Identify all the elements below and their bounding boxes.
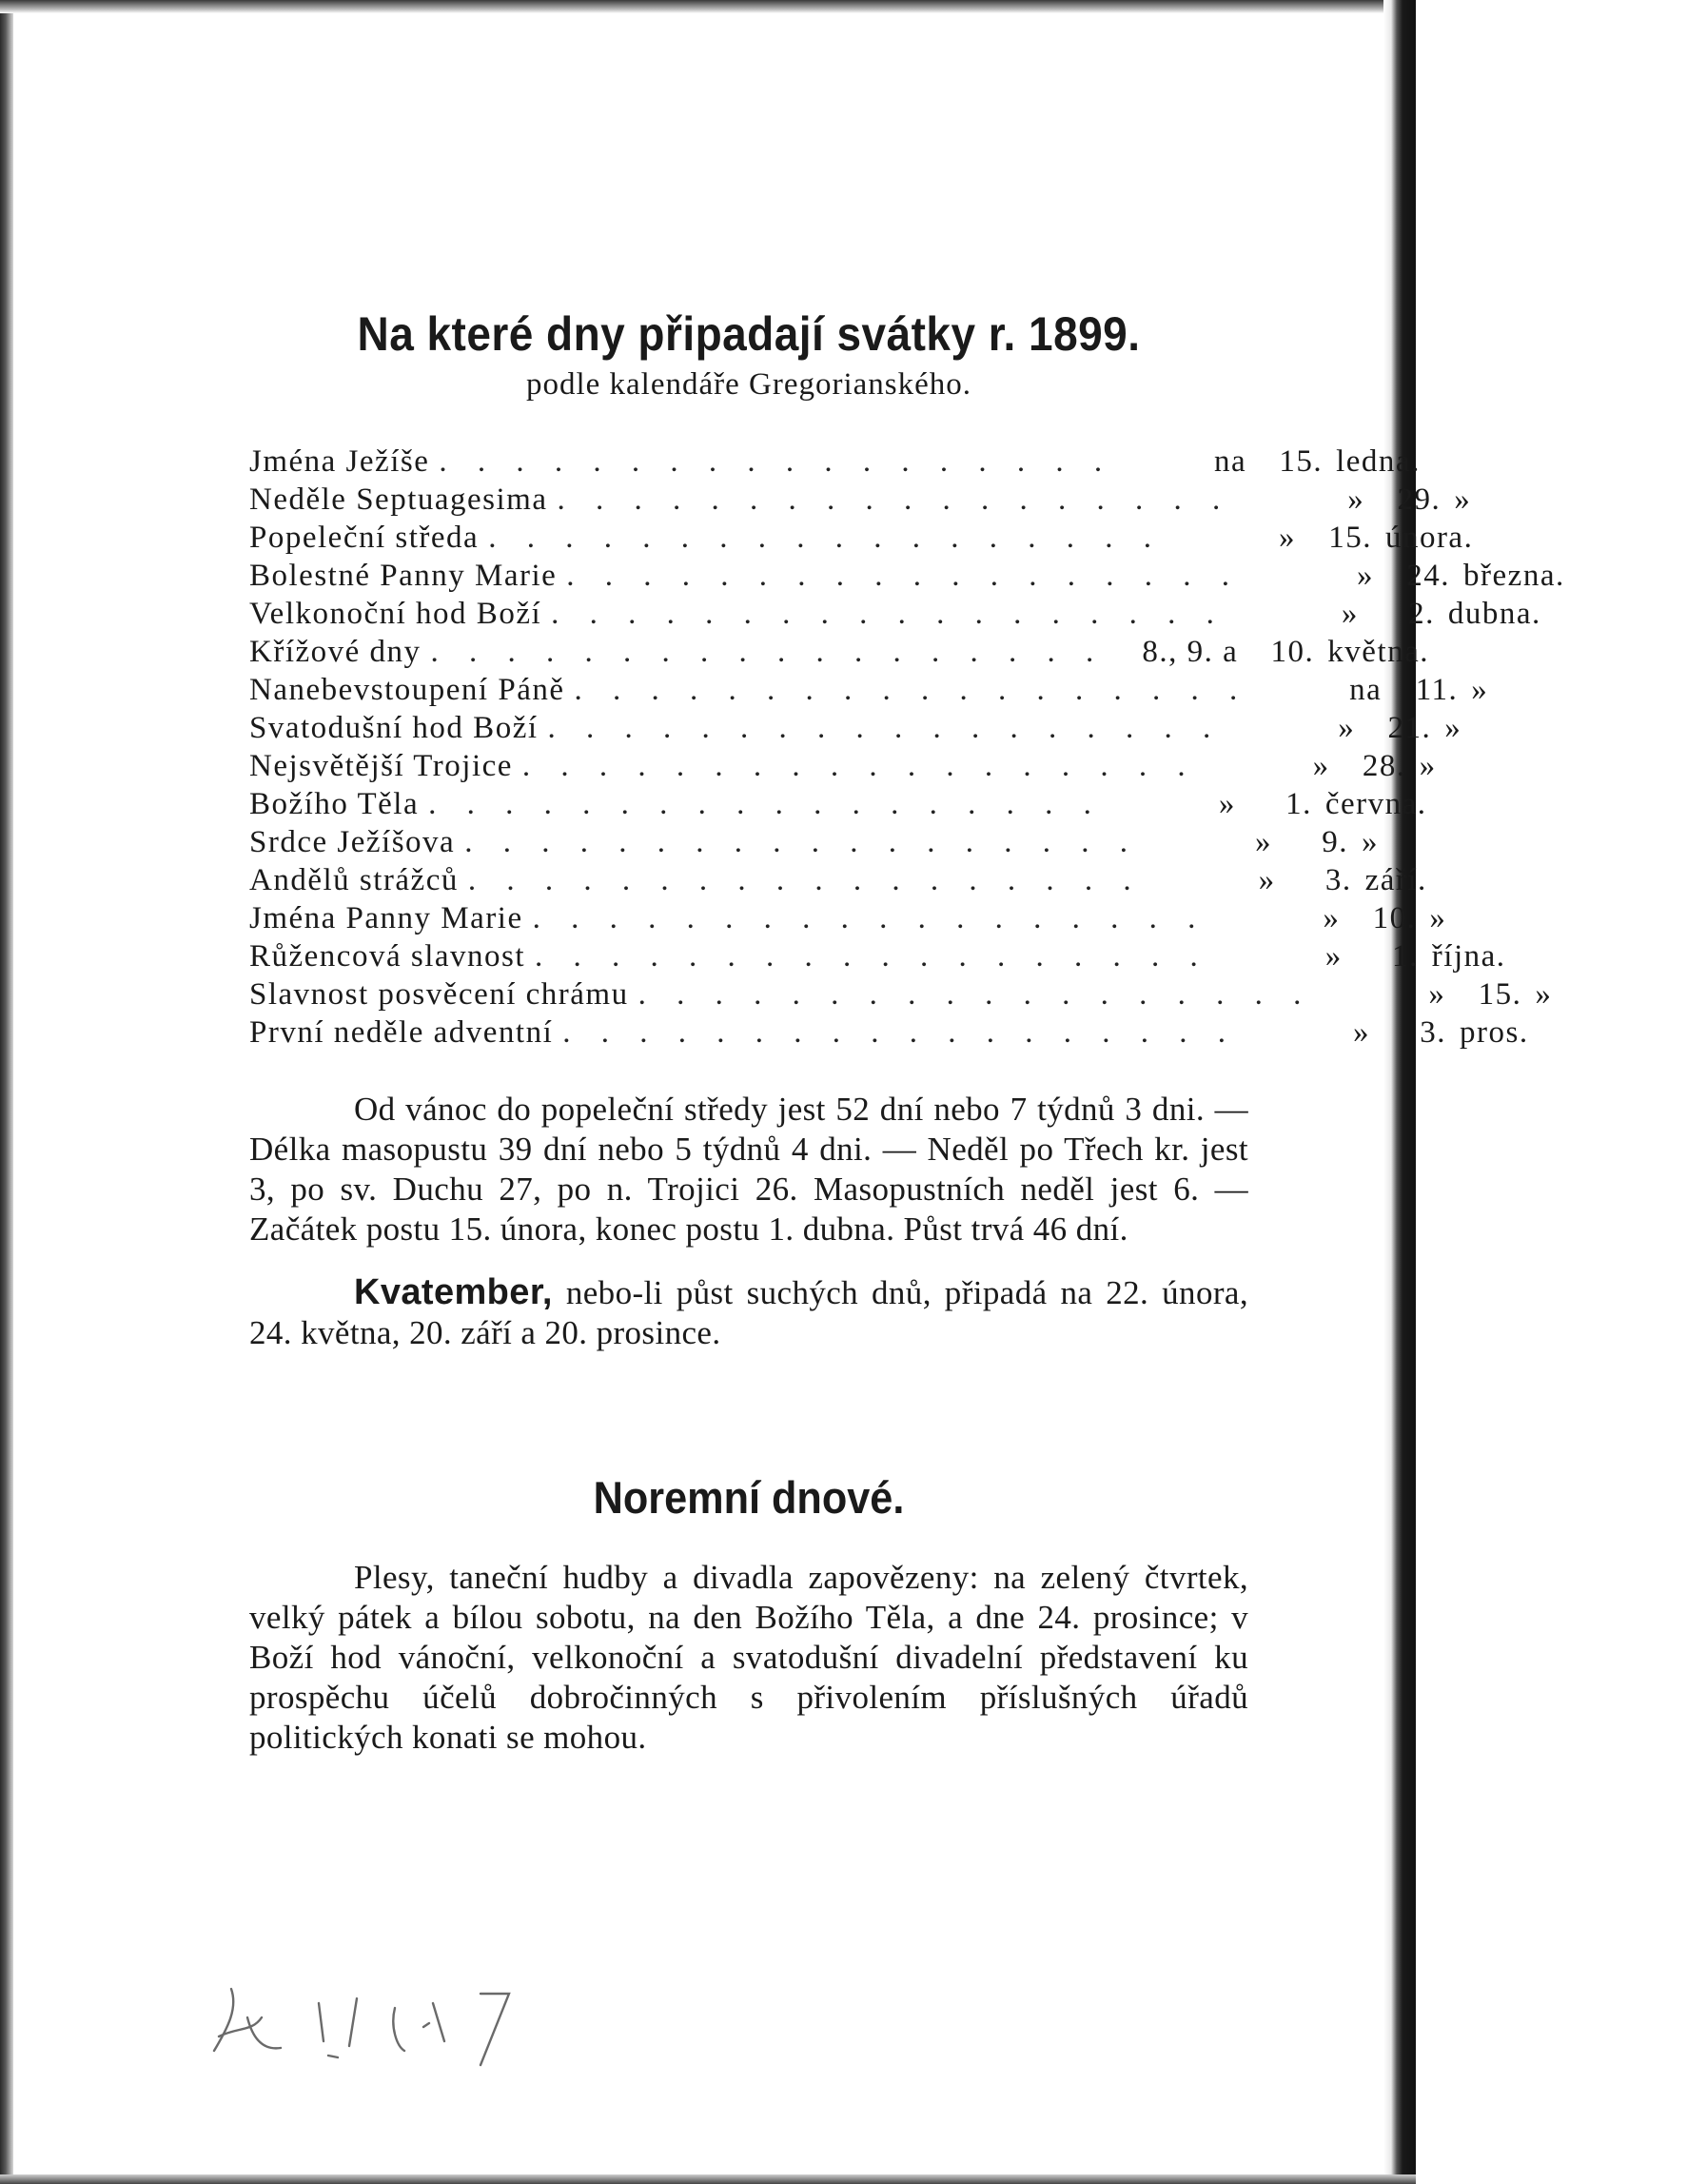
feast-prefix: » [1324, 939, 1343, 974]
feast-name: Křížové dny [249, 635, 422, 669]
handwritten-signature [195, 1960, 595, 2075]
kvatember-paragraph [249, 1272, 1248, 1353]
feast-month: října. [1431, 939, 1506, 974]
feast-name: Růžencová slavnost [249, 939, 526, 974]
leader-dots: . . . . . . . . . . . . . . . . . . [547, 711, 1223, 745]
feast-day: 3. [1324, 863, 1352, 897]
feast-row [249, 749, 1437, 787]
feast-prefix: 8., 9. a [1142, 635, 1239, 669]
feast-prefix: » [1353, 1015, 1371, 1050]
feast-name: Srdce Ježíšova [249, 825, 456, 859]
feast-row [249, 597, 1541, 635]
page-title: Na které dny připadají svátky r. 1899. [357, 307, 1141, 361]
feast-day: 10. [1372, 901, 1417, 935]
feast-name: Slavnost posvěcení chrámu [249, 977, 629, 1012]
feast-row [249, 673, 1489, 711]
feast-name: Jména Panny Marie [249, 901, 523, 935]
feast-prefix: na [1213, 444, 1247, 479]
feast-day: 24. [1406, 559, 1451, 593]
feast-month: května. [1327, 635, 1430, 669]
feast-name: Nanebevstoupení Páně [249, 673, 565, 707]
feast-name: Velkonoční hod Boží [249, 597, 542, 631]
feast-day: 15. [1328, 521, 1372, 555]
feast-name: Nejsvětější Trojice [249, 749, 513, 783]
feast-month: » [1361, 825, 1379, 859]
page-edge-top [0, 0, 1416, 13]
feast-month: » [1444, 711, 1462, 745]
page-edge-right [1383, 0, 1416, 2184]
feast-day: 1. [1392, 939, 1419, 974]
leader-dots: . . . . . . . . . . . . . . . . . . [566, 559, 1242, 593]
feast-row [249, 787, 1427, 825]
leader-dots: . . . . . . . . . . . . . . . . . . [467, 863, 1143, 897]
feast-month: června. [1324, 787, 1427, 821]
page-content [249, 306, 1565, 1758]
feast-prefix: » [1357, 559, 1375, 593]
feast-row [249, 559, 1565, 597]
feast-prefix: » [1323, 901, 1341, 935]
feast-row [249, 1015, 1529, 1053]
feast-day: 29. [1397, 482, 1442, 517]
page-edge-bottom [0, 2174, 1416, 2184]
leader-dots: . . . . . . . . . . . . . . . . . . [464, 825, 1139, 859]
feast-row [249, 863, 1427, 901]
feast-prefix: » [1278, 521, 1296, 555]
leader-dots: . . . . . . . . . . . . . . . . . . [535, 939, 1209, 974]
feast-row [249, 482, 1472, 521]
feast-prefix: » [1341, 597, 1359, 631]
feast-row [249, 977, 1553, 1015]
feast-day: 28. [1362, 749, 1406, 783]
feast-name: Božího Těla [249, 787, 420, 821]
feast-month: ledna. [1336, 444, 1421, 479]
feast-row [249, 635, 1430, 673]
feast-day: 15. [1279, 444, 1324, 479]
feast-month: » [1535, 977, 1553, 1012]
feast-row [249, 444, 1421, 482]
leader-dots: . . . . . . . . . . . . . . . . . . [532, 901, 1207, 935]
leader-dots: . . . . . . . . . . . . . . . . . . [521, 749, 1197, 783]
feast-row [249, 521, 1474, 559]
leader-dots: . . . . . . . . . . . . . . . . . . [439, 444, 1114, 479]
feast-month: března. [1463, 559, 1565, 593]
leader-dots: . . . . . . . . . . . . . . . . . . [430, 635, 1106, 669]
feast-month: září. [1364, 863, 1427, 897]
leader-dots: . . . . . . . . . . . . . . . . . . [638, 977, 1313, 1012]
feast-day: 9. [1322, 825, 1348, 859]
leader-dots: . . . . . . . . . . . . . . . . . . [562, 1015, 1238, 1050]
feast-day: 3. [1420, 1015, 1447, 1050]
feast-prefix: » [1428, 977, 1446, 1012]
feast-prefix: » [1258, 863, 1276, 897]
feast-month: února. [1384, 521, 1474, 555]
feast-prefix: » [1218, 787, 1236, 821]
feast-row [249, 825, 1379, 863]
feast-name: Bolestné Panny Marie [249, 559, 558, 593]
feast-day: 21. [1387, 711, 1432, 745]
feast-name: Svatodušní hod Boží [249, 711, 539, 745]
feast-list [249, 444, 1565, 1053]
feast-name: Andělů strážců [249, 863, 459, 897]
feast-name: První neděle adventní [249, 1015, 554, 1050]
feast-day: 1. [1285, 787, 1312, 821]
feast-prefix: na [1349, 673, 1383, 707]
feast-name: Popeleční středa [249, 521, 480, 555]
feast-prefix: » [1254, 825, 1272, 859]
leader-dots: . . . . . . . . . . . . . . . . . . [574, 673, 1249, 707]
feast-day: 2. [1408, 597, 1435, 631]
feast-name: Neděle Septuagesima [249, 482, 548, 517]
noremni-paragraph: Plesy, taneční hudby a divadla zapovězeny: na zelený čtvrtek, velký pátek a bílou sobotu, na den Božího Těla, a dne 24. prosince; v Boží hod vánoční, velkonoční a svatodušní divadelní představení ku prospěchu účelů dobročinných s přivolením příslušných úřadů politických konati se mohou. [249, 1559, 1248, 1756]
leader-dots: . . . . . . . . . . . . . . . . . . [557, 482, 1232, 517]
page-edge-left [0, 0, 13, 2184]
feast-month: » [1454, 482, 1472, 517]
leader-dots: . . . . . . . . . . . . . . . . . . [428, 787, 1103, 821]
feast-prefix: » [1347, 482, 1365, 517]
feast-month: pros. [1460, 1015, 1529, 1050]
feast-row [249, 939, 1506, 977]
noremni-title: Noremní dnové. [593, 1472, 905, 1523]
feast-month: dubna. [1447, 597, 1541, 631]
feast-row [249, 711, 1462, 749]
feast-day: 10. [1270, 635, 1315, 669]
feast-day: 15. [1478, 977, 1522, 1012]
feast-month: » [1419, 749, 1437, 783]
feast-prefix: » [1338, 711, 1356, 745]
feast-month: » [1429, 901, 1447, 935]
feast-day: 11. [1415, 673, 1459, 707]
leader-dots: . . . . . . . . . . . . . . . . . . [488, 521, 1163, 555]
feast-prefix: » [1312, 749, 1330, 783]
feast-row [249, 901, 1447, 939]
intervals-paragraph: Od vánoc do popeleční středy jest 52 dní nebo 7 týdnů 3 dni. — Délka masopustu 39 dní nebo 5 týdnů 4 dni. — Neděl po Třech kr. jest 3, po sv. Duchu 27, po n. Trojici 26. Masopustních neděl jest 6. — Začátek postu 15. února, konec postu 1. dubna. Půst trvá 46 dní. [249, 1091, 1248, 1248]
leader-dots: . . . . . . . . . . . . . . . . . . [551, 597, 1226, 631]
kvatember-heading: Kvatember, [354, 1272, 553, 1312]
feast-month: » [1471, 673, 1489, 707]
feast-name: Jména Ježíše [249, 444, 430, 479]
kvatember-text: nebo-li půst suchých dnů, připadá na 22. února, 24. května, 20. září a 20. prosince. [249, 1274, 1248, 1351]
page-subtitle: podle kalendáře Gregorianského. [525, 367, 972, 402]
